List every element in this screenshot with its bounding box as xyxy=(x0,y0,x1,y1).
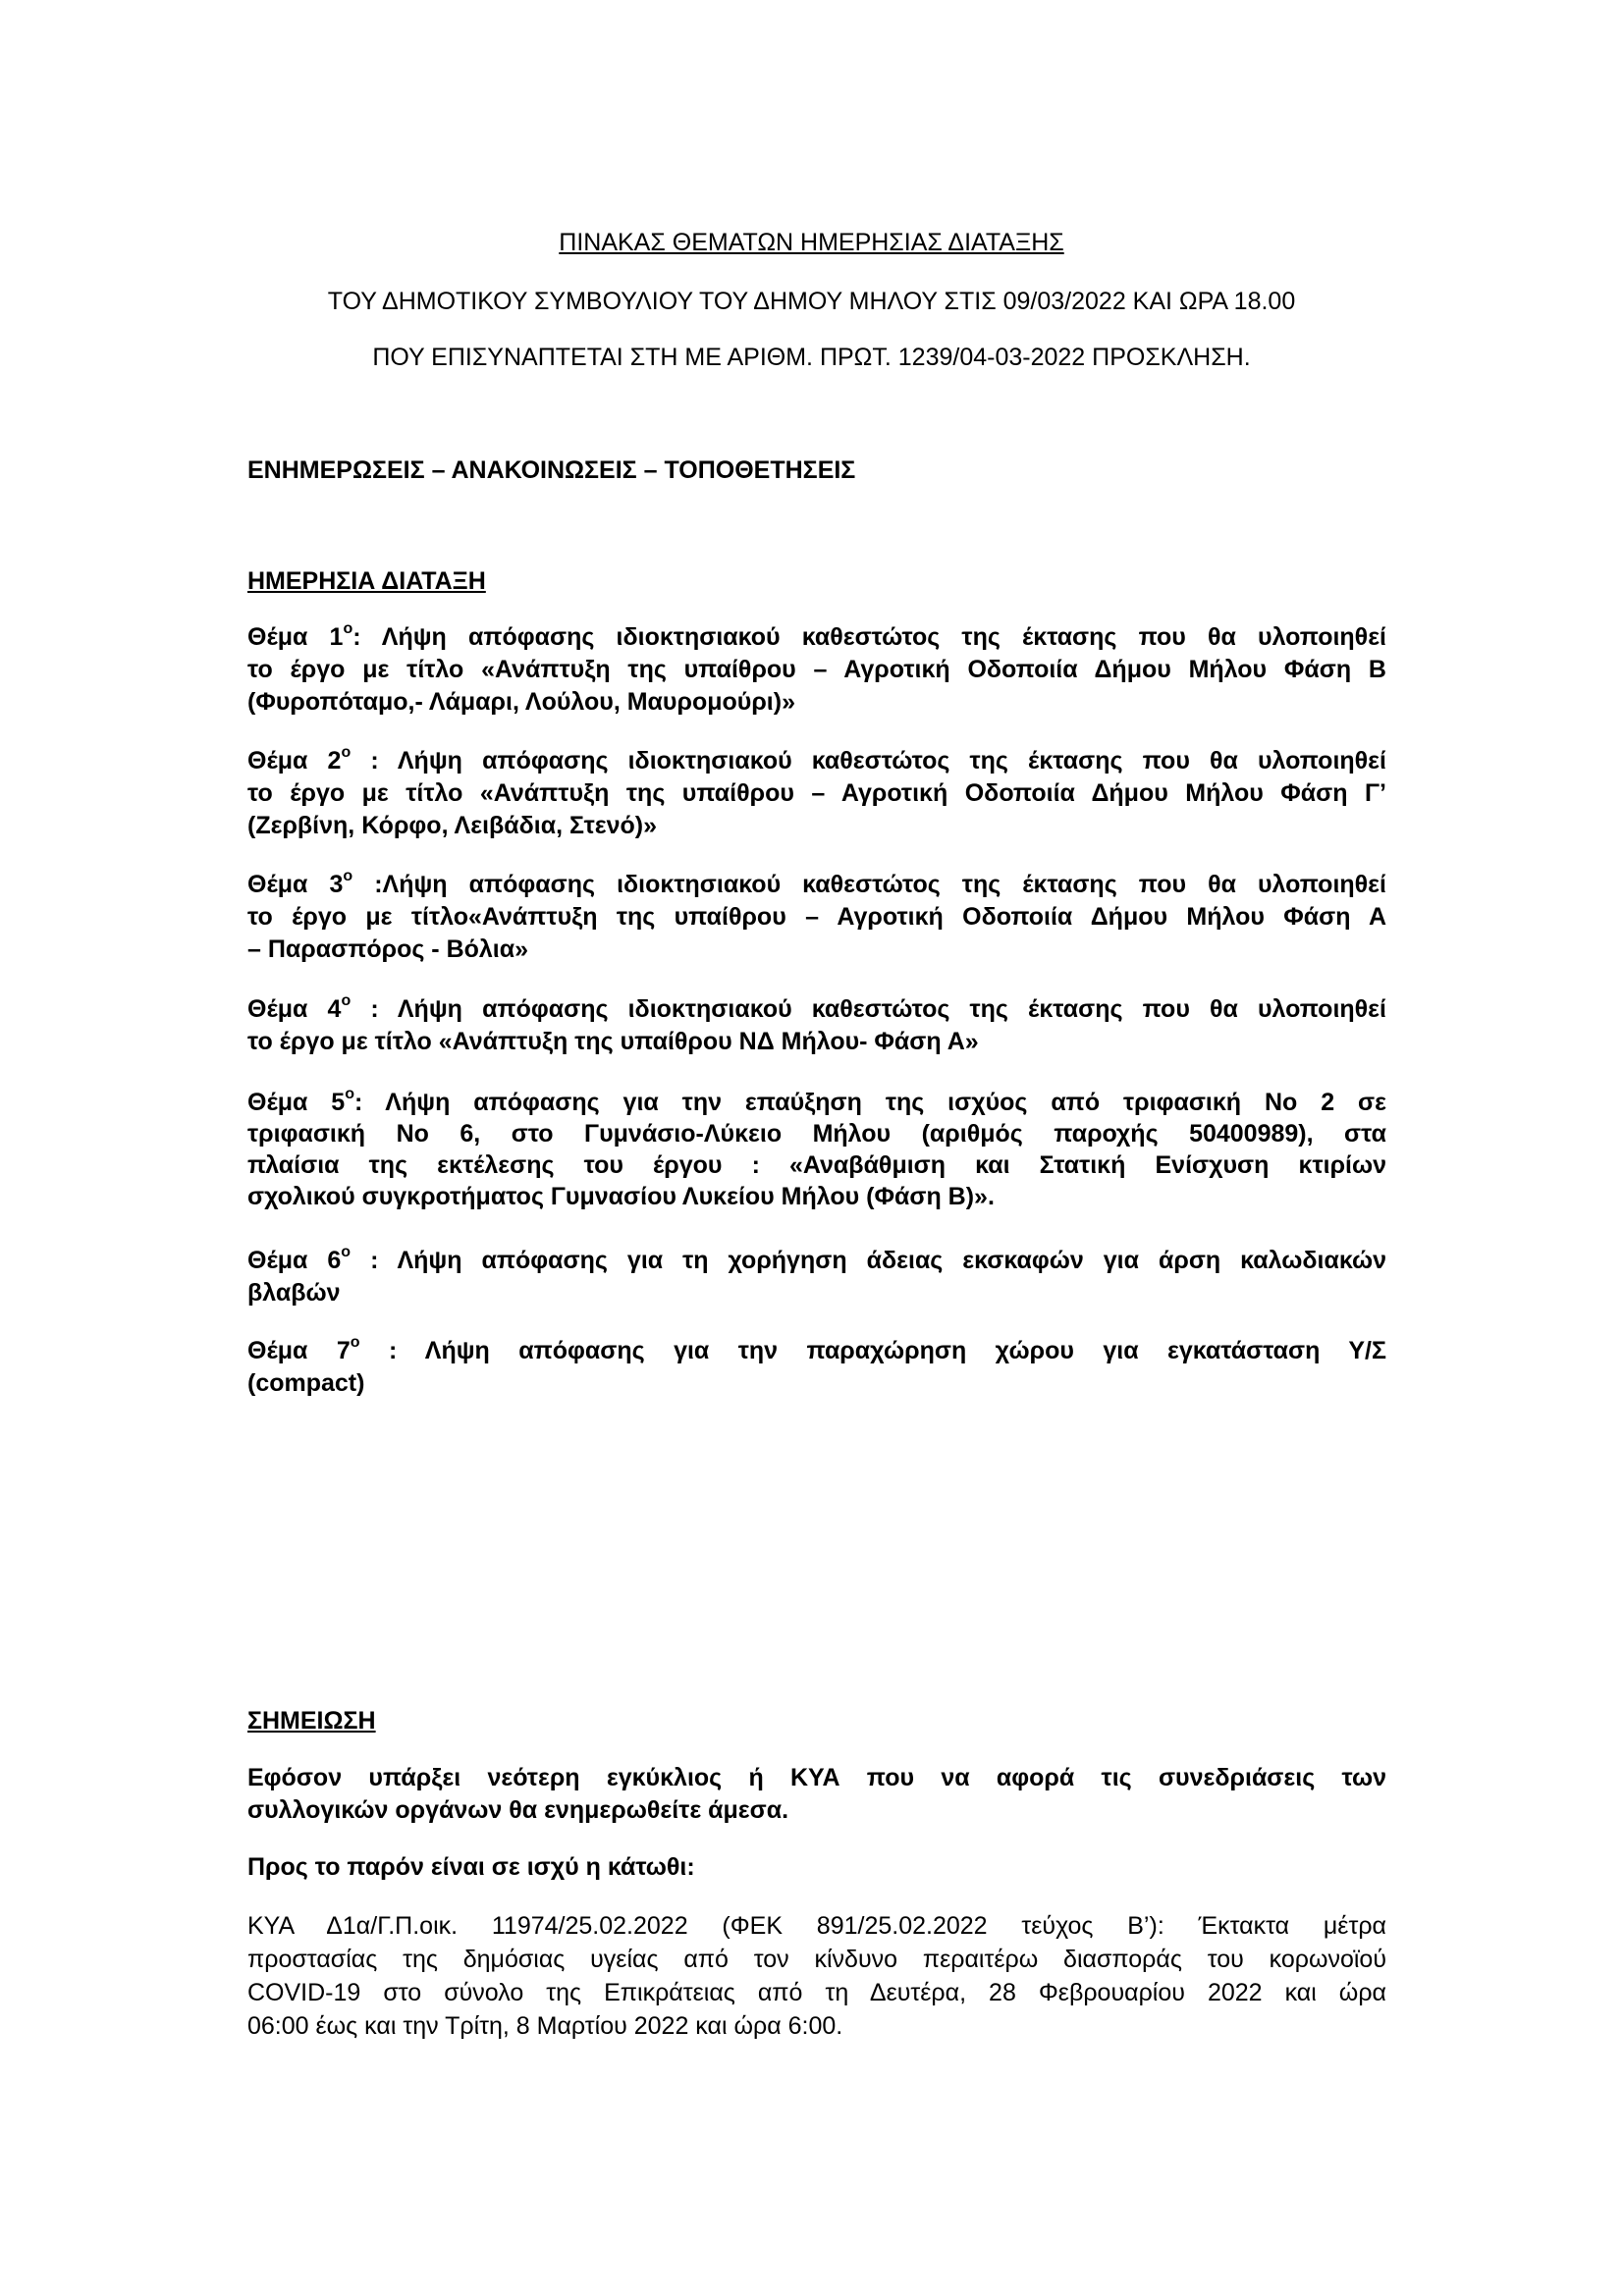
document-title: ΠΙΝΑΚΑΣ ΘΕΜΑΤΩΝ ΗΜΕΡΗΣΙΑΣ ΔΙΑΤΑΞΗΣ xyxy=(559,229,1064,256)
note-text-line: προστασίας της δημόσιας υγείας από τον κίνδυνο περαιτέρω διασποράς του κορωνοϊού xyxy=(247,1946,1386,1973)
topic-text-line: τριφασική Νο 6, στο Γυμνάσιο-Λύκειο Μήλου (αριθμός παροχής 50400989), στα xyxy=(247,1120,1386,1148)
topic-text-line: :Λήψη απόφασης ιδιοκτησιακού καθεστώτος της έκτασης που θα υλοποιηθεί xyxy=(352,871,1386,898)
topic-text-line: το έργο με τίτλο«Ανάπτυξη της υπαίθρου – Αγροτική Οδοποιία Δήμου Μήλου Φάση Α xyxy=(247,903,1386,931)
topic-ordinal: ο xyxy=(350,1333,360,1351)
topic-text-line: : Λήψη απόφασης ιδιοκτησιακού καθεστώτος της έκτασης που θα υλοποιηθεί xyxy=(351,747,1386,774)
note-text-line: COVID-19 στο σύνολο της Επικράτειας από τη Δευτέρα, 28 Φεβρουαρίου 2022 και ώρα xyxy=(247,1979,1386,2006)
topic-text-line: : Λήψη απόφασης για την παραχώρηση χώρου για εγκατάσταση Υ/Σ xyxy=(359,1337,1386,1364)
topic-label: Θέμα 7 xyxy=(247,1337,351,1364)
topic-text-line: : Λήψη απόφασης για τη χορήγηση άδειας εκσκαφών για άρση καλωδιακών xyxy=(351,1247,1386,1274)
topic-text-line: : Λήψη απόφασης ιδιοκτησιακού καθεστώτος της έκτασης που θα υλοποιηθεί xyxy=(351,995,1386,1023)
note-paragraph-1 xyxy=(247,1762,1386,1827)
agenda-topic-5 xyxy=(247,1087,1386,1212)
topic-text-line: το έργο με τίτλο «Ανάπτυξη της υπαίθρου – Αγροτική Οδοποιία Δήμου Μήλου Φάση Β xyxy=(247,656,1386,683)
topic-text-line: : Λήψη απόφασης για την επαύξηση της ισχύος από τριφασική Νο 2 σε xyxy=(353,1089,1386,1116)
note-heading: ΣΗΜΕΙΩΣΗ xyxy=(247,1707,376,1735)
topic-label: Θέμα 4 xyxy=(247,995,342,1023)
topic-ordinal: ο xyxy=(341,1243,352,1260)
topic-text-line: : Λήψη απόφασης ιδιοκτησιακού καθεστώτος της έκτασης που θα υλοποιηθεί xyxy=(352,623,1387,651)
topic-text-line: – Παρασπόρος - Βόλια» xyxy=(247,935,529,963)
topic-text-line: βλαβών xyxy=(247,1279,341,1307)
agenda-topic-3 xyxy=(247,869,1386,966)
topic-text-line: το έργο με τίτλο «Ανάπτυξη της υπαίθρου ΝΔ Μήλου- Φάση Α» xyxy=(247,1028,979,1055)
topic-ordinal: ο xyxy=(345,1085,354,1102)
note-text-line: συλλογικών οργάνων θα ενημερωθείτε άμεσα. xyxy=(247,1796,789,1824)
topic-text-line: πλαίσια της εκτέλεσης του έργου : «Αναβάθμιση και Στατική Ενίσχυση κτιρίων xyxy=(247,1151,1386,1179)
note-paragraph-3 xyxy=(247,1909,1386,2043)
topic-label: Θέμα 1 xyxy=(247,623,344,651)
topic-text-line: (compact) xyxy=(247,1369,365,1397)
topic-text-line: σχολικού συγκροτήματος Γυμνασίου Λυκείου Μήλου (Φάση Β)». xyxy=(247,1183,995,1210)
agenda-heading: ΗΜΕΡΗΣΙΑ ΔΙΑΤΑΞΗ xyxy=(247,567,486,595)
topic-ordinal: ο xyxy=(343,619,353,637)
agenda-topic-6 xyxy=(247,1245,1386,1309)
document-subtitle-line-2: ΠΟΥ ΕΠΙΣΥΝΑΠΤΕΤΑΙ ΣΤΗ ΜΕ ΑΡΙΘΜ. ΠΡΩΤ. 1239/04-03-2022 ΠΡΟΣΚΛΗΣΗ. xyxy=(372,344,1251,371)
agenda-topic-2 xyxy=(247,745,1386,842)
note-text-line: ΚΥΑ Δ1α/Γ.Π.οικ. 11974/25.02.2022 (ΦΕΚ 891/25.02.2022 τεύχος Β’): Έκτακτα μέτρα xyxy=(247,1912,1386,1940)
agenda-topic-1 xyxy=(247,621,1386,719)
note-text-line: 06:00 έως και την Τρίτη, 8 Μαρτίου 2022 και ώρα 6:00. xyxy=(247,2012,843,2040)
topic-ordinal: ο xyxy=(343,867,353,884)
topic-label: Θέμα 2 xyxy=(247,747,342,774)
topic-ordinal: ο xyxy=(341,991,352,1009)
note-paragraph-2: Προς το παρόν είναι σε ισχύ η κάτωθι: xyxy=(247,1853,695,1881)
topic-text-line: (Ζερβίνη, Κόρφο, Λειβάδια, Στενό)» xyxy=(247,812,658,839)
agenda-topic-4 xyxy=(247,993,1386,1058)
topic-label: Θέμα 3 xyxy=(247,871,344,898)
topic-label: Θέμα 5 xyxy=(247,1089,346,1116)
topic-text-line: (Φυροπόταμο,- Λάμαρι, Λούλου, Μαυρομούρι)» xyxy=(247,688,795,716)
topic-label: Θέμα 6 xyxy=(247,1247,342,1274)
topic-text-line: το έργο με τίτλο «Ανάπτυξη της υπαίθρου – Αγροτική Οδοποιία Δήμου Μήλου Φάση Γ’ xyxy=(247,779,1386,807)
announcements-heading: ΕΝΗΜΕΡΩΣΕΙΣ – ΑΝΑΚΟΙΝΩΣΕΙΣ – ΤΟΠΟΘΕΤΗΣΕΙΣ xyxy=(247,456,856,484)
document-subtitle-line-1: ΤΟΥ ΔΗΜΟΤΙΚΟΥ ΣΥΜΒΟΥΛΙΟΥ ΤΟΥ ΔΗΜΟΥ ΜΗΛΟΥ ΣΤΙΣ 09/03/2022 ΚΑΙ ΩΡΑ 18.00 xyxy=(327,288,1296,315)
note-text-line: Εφόσον υπάρξει νεότερη εγκύκλιος ή ΚΥΑ που να αφορά τις συνεδριάσεις των xyxy=(247,1764,1386,1791)
agenda-topic-7 xyxy=(247,1335,1386,1400)
topic-ordinal: ο xyxy=(341,743,352,761)
